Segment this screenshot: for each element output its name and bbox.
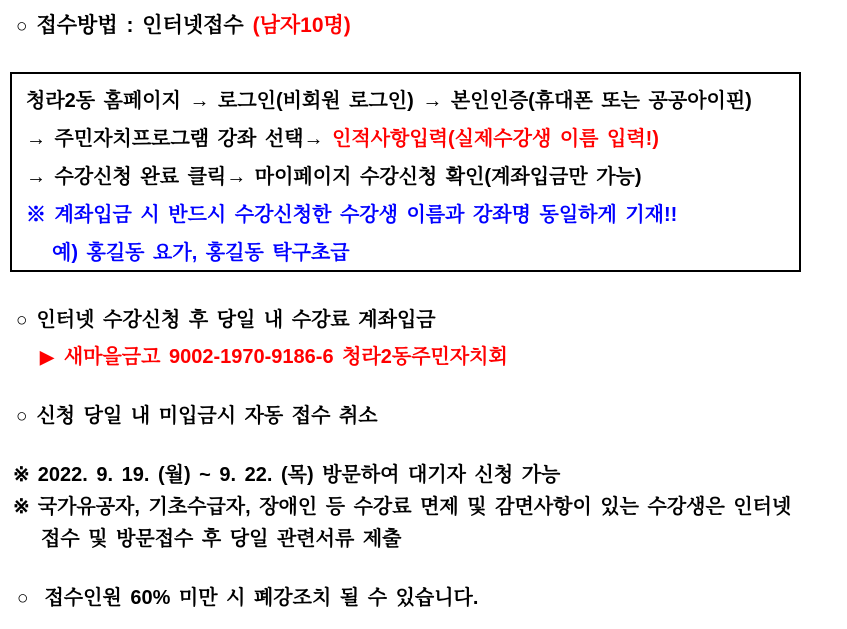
circle-bullet-icon: ○ xyxy=(16,310,28,331)
exemption-note-text-2: 접수 및 방문접수 후 당일 관련서류 제출 xyxy=(41,528,402,550)
auto-cancel-text: 신청 당일 내 미입금시 자동 접수 취소 xyxy=(36,405,378,427)
exemption-note-line-2 xyxy=(41,526,401,552)
registration-method-label: 접수방법 : 인터넷접수 xyxy=(36,14,244,37)
payment-instruction xyxy=(16,307,436,334)
procedure-step-3: → 수강신청 완료 클릭→ 마이페이지 수강신청 확인(계좌입금만 가능) xyxy=(26,166,642,188)
bank-account-line xyxy=(40,344,508,370)
exemption-note-text-1: 국가유공자, 기초수급자, 장애인 등 수강료 면제 및 감면사항이 있는 수강생은 인터넷 xyxy=(37,496,792,518)
capacity-note: (남자10명) xyxy=(252,14,351,37)
reference-mark-icon: ※ xyxy=(13,496,30,518)
exemption-note-line-1 xyxy=(13,494,791,520)
procedure-step-2 xyxy=(26,120,787,158)
circle-bullet-icon: ○ xyxy=(16,406,28,427)
waitlist-note xyxy=(13,462,560,488)
circle-bullet-icon: ○ xyxy=(16,16,28,37)
deposit-notice: ※ 계좌입금 시 반드시 수강신청한 수강생 이름과 강좌명 동일하게 기재!! xyxy=(26,204,678,226)
auto-cancel-notice xyxy=(16,403,378,430)
closure-warning-text: 접수인원 60% 미만 시 폐강조치 될 수 있습니다. xyxy=(44,587,479,609)
waitlist-note-text: 2022. 9. 19. (월) ~ 9. 22. (목) 방문하여 대기자 신청 가능 xyxy=(37,464,561,486)
triangle-marker-icon: ▶ xyxy=(40,347,54,367)
payment-instruction-text: 인터넷 수강신청 후 당일 내 수강료 계좌입금 xyxy=(36,309,436,331)
procedure-step-2-text: → 주민자치프로그램 강좌 선택→ xyxy=(26,128,324,150)
closure-warning xyxy=(17,585,478,612)
circle-bullet-icon: ○ xyxy=(17,588,29,609)
registration-method-heading xyxy=(16,13,351,40)
procedure-step-2-warning: 인적사항입력(실제수강생 이름 입력!) xyxy=(332,128,659,150)
procedure-box xyxy=(10,72,801,272)
reference-mark-icon: ※ xyxy=(13,464,30,486)
procedure-step-1: 청라2동 홈페이지 → 로그인(비회원 로그인) → 본인인증(휴대폰 또는 공공아이핀) xyxy=(26,90,752,112)
deposit-example: 예) 홍길동 요가, 홍길동 탁구초급 xyxy=(52,242,350,264)
bank-account-text: 새마을금고 9002-1970-9186-6 청라2동주민자치회 xyxy=(63,346,508,368)
